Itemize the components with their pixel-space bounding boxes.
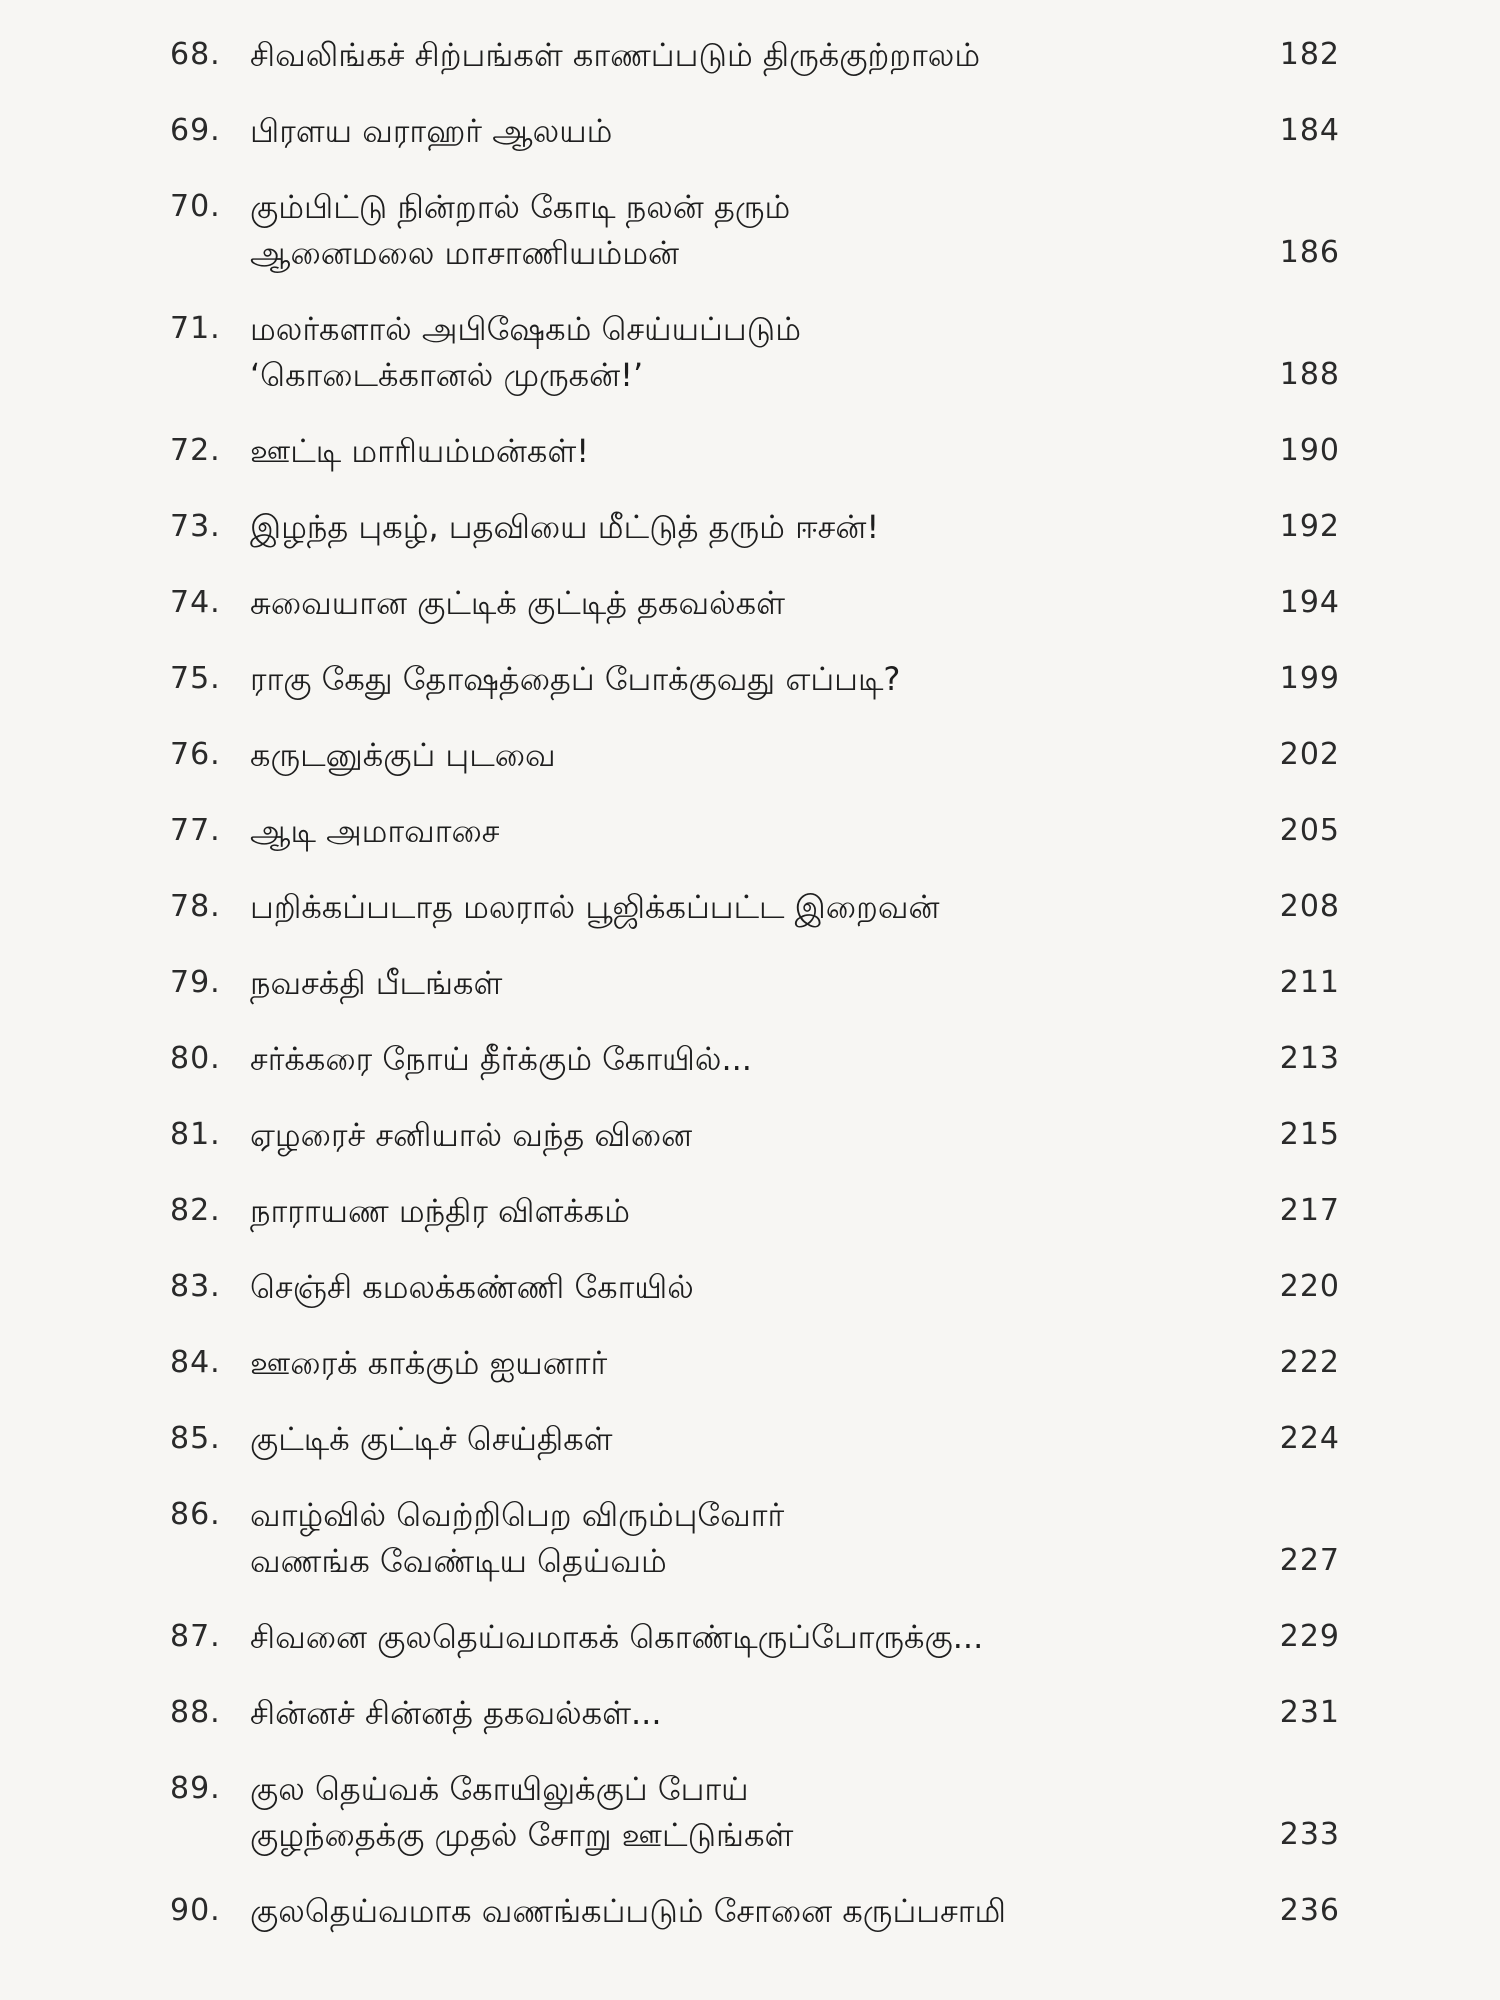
toc-entry [170,808,1340,854]
toc-entry [170,1614,1340,1660]
table-of-contents [170,32,1340,1964]
toc-entry-title: ஊட்டி மாரியம்மன்கள்! [250,432,590,470]
toc-entry [170,1036,1340,1082]
toc-entry-line [170,306,1340,352]
toc-entry-number: 77. [170,813,221,848]
toc-entry [170,1340,1340,1386]
toc-entry-line [170,108,1340,154]
toc-entry-page-number: 222 [1279,1345,1340,1380]
toc-entry-number: 84. [170,1345,221,1380]
toc-entry-line [170,504,1340,550]
toc-entry-number: 80. [170,1041,221,1076]
toc-entry-page-number: 184 [1279,113,1340,148]
toc-entry-page-number: 188 [1279,357,1340,392]
toc-entry-number: 71. [170,311,221,346]
toc-entry-number: 73. [170,509,221,544]
toc-entry-line [170,656,1340,702]
toc-entry [170,960,1340,1006]
toc-entry-title: செஞ்சி கமலக்கண்ணி கோயில் [250,1268,694,1306]
toc-entry-page-number: 205 [1279,813,1340,848]
toc-entry-page-number: 215 [1279,1117,1340,1152]
toc-entry [170,306,1340,398]
toc-entry-number: 70. [170,189,221,224]
toc-entry-number: 75. [170,661,221,696]
toc-entry-title: ஆடி அமாவாசை [250,812,500,850]
toc-entry-page-number: 233 [1279,1817,1340,1852]
toc-entry [170,1264,1340,1310]
toc-entry-page-number: 186 [1279,235,1340,270]
toc-entry-page-number: 208 [1279,889,1340,924]
toc-entry-page-number: 213 [1279,1041,1340,1076]
toc-entry-number: 68. [170,37,221,72]
toc-entry-line [170,1538,1340,1584]
toc-entry-number: 87. [170,1619,221,1654]
toc-entry-line [170,428,1340,474]
toc-entry-title: சுவையான குட்டிக் குட்டித் தகவல்கள் [250,584,786,622]
toc-entry-number: 76. [170,737,221,772]
toc-entry-title: ராகு கேது தோஷத்தைப் போக்குவது எப்படி? [250,660,901,698]
toc-entry-line [170,1614,1340,1660]
toc-entry-title: சிவனை குலதெய்வமாகக் கொண்டிருப்போருக்கு... [250,1618,984,1656]
toc-entry-line [170,1112,1340,1158]
toc-entry [170,1888,1340,1934]
toc-entry-line [170,352,1340,398]
toc-entry-title: குட்டிக் குட்டிச் செய்திகள் [250,1420,613,1458]
toc-entry [170,504,1340,550]
toc-entry-number: 83. [170,1269,221,1304]
toc-entry-page-number: 236 [1279,1893,1340,1928]
toc-entry-page-number: 199 [1279,661,1340,696]
toc-entry-page-number: 182 [1279,37,1340,72]
toc-entry-page-number: 217 [1279,1193,1340,1228]
toc-entry-title: குழந்தைக்கு முதல் சோறு ஊட்டுங்கள் [250,1816,794,1854]
toc-entry-title: குல தெய்வக் கோயிலுக்குப் போய் [250,1770,749,1808]
toc-entry [170,184,1340,276]
toc-entry-title: வணங்க வேண்டிய தெய்வம் [250,1542,667,1580]
toc-entry-line [170,960,1340,1006]
toc-entry-number: 88. [170,1695,221,1730]
toc-entry-number: 72. [170,433,221,468]
toc-entry-line [170,1492,1340,1538]
toc-entry-title: பறிக்கப்படாத மலரால் பூஜிக்கப்பட்ட இறைவன் [250,888,940,926]
toc-entry-title: குலதெய்வமாக வணங்கப்படும் சோனை கருப்பசாமி [250,1892,1007,1930]
toc-entry-number: 81. [170,1117,221,1152]
toc-entry-page-number: 231 [1279,1695,1340,1730]
toc-entry [170,1416,1340,1462]
toc-entry-line [170,1812,1340,1858]
toc-entry-title: நாராயண மந்திர விளக்கம் [250,1192,630,1230]
toc-entry-line [170,732,1340,778]
toc-entry-page-number: 202 [1279,737,1340,772]
toc-entry-title: சின்னச் சின்னத் தகவல்கள்... [250,1694,662,1732]
toc-entry-page-number: 211 [1279,965,1340,1000]
toc-entry [170,1690,1340,1736]
toc-entry-page-number: 192 [1279,509,1340,544]
toc-entry-page-number: 194 [1279,585,1340,620]
toc-entry-number: 90. [170,1893,221,1928]
toc-entry [170,884,1340,930]
toc-entry-line [170,1188,1340,1234]
toc-entry [170,732,1340,778]
toc-entry-page-number: 224 [1279,1421,1340,1456]
toc-entry-line [170,1416,1340,1462]
toc-entry-title: கருடனுக்குப் புடவை [250,736,556,774]
toc-entry-title: நவசக்தி பீடங்கள் [250,964,503,1002]
toc-entry [170,1188,1340,1234]
toc-entry-title: ஏழரைச் சனியால் வந்த வினை [250,1116,693,1154]
toc-entry-line [170,580,1340,626]
toc-entry-page-number: 227 [1279,1543,1340,1578]
toc-entry-number: 69. [170,113,221,148]
toc-entry-title: இழந்த புகழ், பதவியை மீட்டுத் தரும் ஈசன்! [250,508,880,546]
toc-entry-line [170,884,1340,930]
toc-entry-title: மலர்களால் அபிஷேகம் செய்யப்படும் [250,310,801,348]
toc-entry-number: 86. [170,1497,221,1532]
toc-entry-title: வாழ்வில் வெற்றிபெற விரும்புவோர் [250,1496,785,1534]
toc-entry-title: ஆனைமலை மாசாணியம்மன் [250,234,680,272]
toc-entry-title: ‘கொடைக்கானல் முருகன்!’ [250,356,644,394]
toc-entry-line [170,1690,1340,1736]
toc-entry-line [170,1036,1340,1082]
toc-entry-line [170,1264,1340,1310]
toc-entry-title: சர்க்கரை நோய் தீர்க்கும் கோயில்... [250,1040,752,1078]
toc-entry-line [170,1766,1340,1812]
toc-entry-number: 74. [170,585,221,620]
toc-entry [170,108,1340,154]
toc-entry-line [170,808,1340,854]
toc-entry-page-number: 190 [1279,433,1340,468]
toc-entry [170,1492,1340,1584]
toc-entry [170,580,1340,626]
toc-entry-line [170,32,1340,78]
toc-entry-title: ஊரைக் காக்கும் ஐயனார் [250,1344,608,1382]
toc-entry-number: 85. [170,1421,221,1456]
toc-entry-number: 82. [170,1193,221,1228]
toc-entry-title: பிரளய வராஹர் ஆலயம் [250,112,613,150]
toc-entry-title: சிவலிங்கச் சிற்பங்கள் காணப்படும் திருக்குற்றாலம் [250,36,981,74]
toc-entry-line [170,230,1340,276]
toc-entry-line [170,184,1340,230]
toc-entry [170,656,1340,702]
toc-entry-line [170,1888,1340,1934]
toc-entry-title: கும்பிட்டு நின்றால் கோடி நலன் தரும் [250,188,791,226]
toc-entry [170,32,1340,78]
toc-entry-number: 79. [170,965,221,1000]
toc-entry [170,428,1340,474]
toc-entry-page-number: 229 [1279,1619,1340,1654]
toc-entry-number: 78. [170,889,221,924]
toc-entry [170,1112,1340,1158]
toc-entry [170,1766,1340,1858]
toc-entry-line [170,1340,1340,1386]
toc-entry-number: 89. [170,1771,221,1806]
toc-entry-page-number: 220 [1279,1269,1340,1304]
